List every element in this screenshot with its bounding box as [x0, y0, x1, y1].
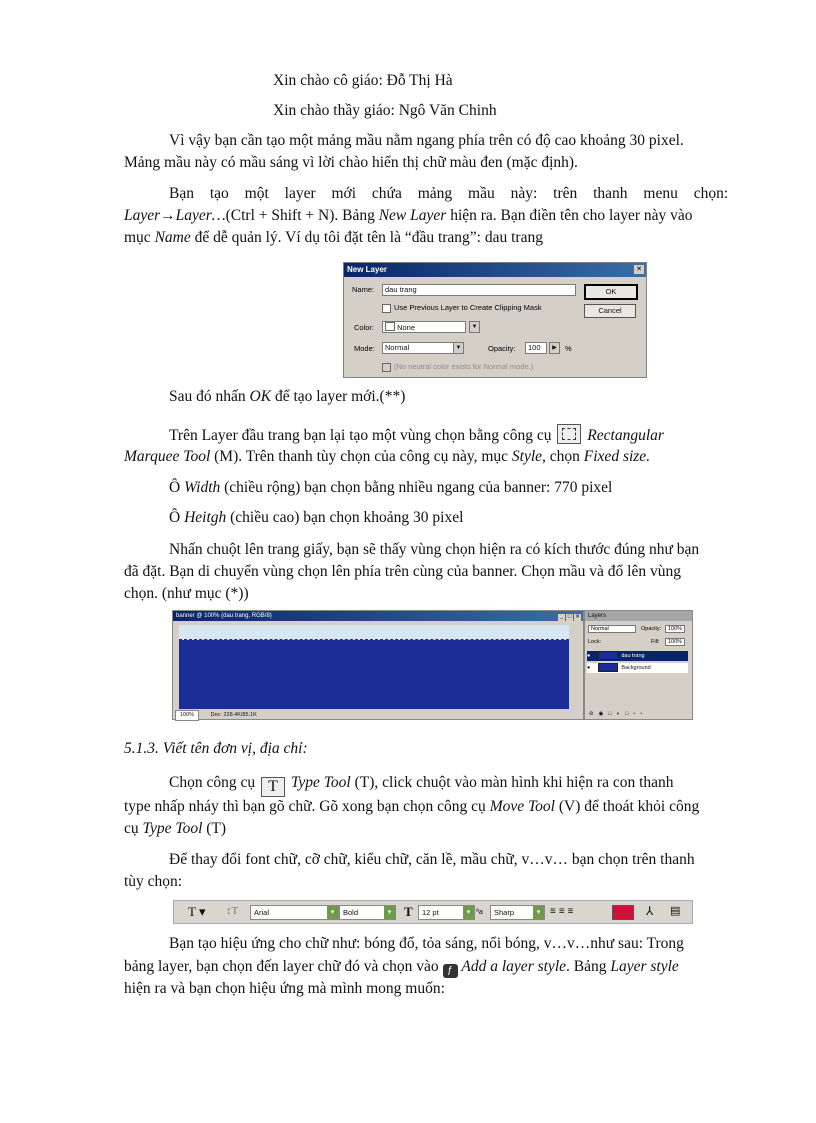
mode-label: Mode:	[354, 344, 375, 353]
name-field-ref: Name	[154, 229, 191, 246]
font-family-select[interactable]: Arial ▾	[250, 905, 339, 920]
blend-mode-select[interactable]: Normal	[588, 625, 636, 633]
status-bar	[173, 710, 583, 719]
lock-label: Lock:	[588, 639, 602, 645]
close-icon[interactable]: ✕	[634, 265, 644, 274]
chevron-down-icon[interactable]: ▾	[463, 906, 474, 919]
doc-size: Doc: 228.4K/85.1K	[210, 712, 257, 718]
font-size-select[interactable]: 12 pt ▾	[418, 905, 475, 920]
align-buttons[interactable]: ≡≡≡	[550, 906, 577, 917]
clipping-mask-checkbox[interactable]	[382, 304, 391, 313]
layer-actions-icons[interactable]: ⊘◉□◐□▫▫	[589, 711, 648, 717]
font-style-select[interactable]: Bold ▾	[339, 905, 396, 920]
maximize-icon[interactable]: □	[567, 614, 572, 620]
paragraph-9-line-2: tùy chọn:	[124, 873, 183, 890]
paragraph-8-line-3: cụ Type Tool (T)	[124, 820, 227, 837]
anti-alias-icon: ªa	[476, 907, 483, 916]
chevron-down-icon[interactable]: ▾	[327, 906, 338, 919]
paragraph-2-line-2: Layer→Layer…(Ctrl + Shift + N). Bảng New Layer hiện ra. Bạn điền tên cho layer này vào	[124, 207, 693, 224]
menu-path: Layer→Layer…	[124, 207, 226, 224]
paragraph-7-line-1: Nhấn chuột lên trang giấy, bạn sẽ thấy vùng chọn hiện ra có kích thước đúng như bạn	[169, 541, 700, 558]
window-controls	[557, 612, 581, 622]
font-size-icon: T	[404, 904, 413, 919]
layer-thumbnail	[598, 651, 618, 660]
paragraph-4-line-2: Marquee Tool (M). Trên thanh tùy chọn của công cụ này, mục Style, chọn Fixed size.	[124, 448, 651, 465]
banner-document-window	[172, 610, 584, 720]
name-label: Name:	[352, 285, 375, 294]
dialog-name: New Layer	[378, 207, 447, 224]
opacity-label: Opacity:	[488, 344, 516, 353]
type-tool-icon[interactable]: T ▾	[188, 904, 206, 919]
type-options-toolbar	[173, 900, 693, 924]
neutral-color-checkbox[interactable]	[382, 363, 391, 372]
paragraph-10-line-3: hiện ra và bạn chọn hiệu ứng mà mình mong muốn:	[124, 980, 445, 997]
layer-row[interactable]: ● dau trang	[587, 651, 688, 661]
paragraph-1-line-2: Mảng mầu này có mầu sáng vì lời chào hiển thị chữ màu đen (mặc định).	[124, 154, 578, 171]
layer-row[interactable]: ● Background	[587, 663, 688, 673]
paragraph-10-line-1: Bạn tạo hiệu ứng cho chữ như: bóng đổ, tỏa sáng, nổi bóng, v…v…như sau: Trong	[169, 935, 684, 952]
paragraph-3: Sau đó nhấn OK để tạo layer mới.(**)	[169, 388, 406, 405]
eye-icon[interactable]: ●	[587, 665, 591, 671]
new-layer-dialog	[343, 262, 647, 378]
fill-input[interactable]: 100%	[665, 638, 685, 646]
paragraph-7-line-2: đã đặt. Bạn di chuyển vùng chọn lên phía trên cùng của banner. Chọn mầu và đổ lên vùng	[124, 563, 681, 580]
close-icon[interactable]: ✕	[575, 614, 580, 620]
ok-button[interactable]: OK	[584, 284, 638, 300]
paragraph-2-line-3: mục Name để dễ quản lý. Ví dụ tôi đặt tên là “đầu trang”: dau trang	[124, 229, 543, 246]
greeting-teacher-2: Xin chào thầy giáo: Ngô Văn Chinh	[273, 102, 497, 119]
color-select[interactable]: None	[382, 321, 466, 333]
chevron-down-icon[interactable]: ▼	[453, 342, 464, 354]
paragraph-5: Ô Width (chiều rộng) bạn chọn bằng nhiều ngang của banner: 770 pixel	[169, 479, 613, 496]
chevron-down-icon[interactable]: ▾	[533, 906, 544, 919]
opacity-input[interactable]: 100%	[665, 625, 685, 633]
paragraph-1-line-1: Vì vậy bạn cần tạo một mảng mầu nằm ngang phía trên có độ cao khoảng 30 pixel.	[169, 132, 684, 149]
paragraph-2-line-1: Bạn tạo một layer mới chứa mảng mầu này: trên thanh menu chọn:	[169, 185, 729, 202]
chevron-down-icon[interactable]: ▾	[384, 906, 395, 919]
anti-alias-select[interactable]: Sharp ▾	[490, 905, 545, 920]
mode-select[interactable]: Normal	[382, 342, 454, 354]
orientation-icon[interactable]: ↕T	[226, 905, 239, 917]
header-selection	[179, 625, 569, 640]
paragraph-9-line-1: Để thay đổi font chữ, cỡ chữ, kiểu chữ, căn lề, mầu chữ, v…v… bạn chọn trên thanh	[169, 851, 695, 868]
chevron-right-icon[interactable]: ▶	[549, 342, 560, 354]
chevron-down-icon[interactable]: ▼	[469, 321, 480, 333]
paragraph-6: Ô Heitgh (chiều cao) bạn chọn khoảng 30 pixel	[169, 509, 464, 526]
layers-palette	[584, 610, 693, 720]
paragraph-8-line-2: type nhấp nháy thì bạn gõ chữ. Gõ xong bạn chọn công cụ Move Tool (V) để thoát khỏi công	[124, 798, 700, 815]
layers-tab[interactable]: Layers	[585, 611, 692, 621]
section-heading: 5.1.3. Viết tên đơn vị, địa chỉ:	[124, 740, 308, 757]
marquee-tool-icon	[557, 424, 581, 444]
paragraph-4-line-1: Trên Layer đầu trang bạn lại tạo một vùng chọn bằng công cụ Rectangular	[169, 424, 664, 446]
cancel-button[interactable]: Cancel	[584, 304, 636, 318]
opacity-label: Opacity:	[641, 626, 662, 632]
banner-titlebar: banner @ 100% (dau trang, RGB/8) _ □ ✕	[173, 611, 583, 621]
opacity-input[interactable]: 100	[525, 342, 547, 354]
eye-icon[interactable]: ●	[587, 653, 591, 659]
zoom-field[interactable]: 100%	[175, 710, 199, 721]
color-swatch	[385, 322, 395, 331]
banner-canvas[interactable]	[179, 625, 569, 709]
clipping-mask-label: Use Previous Layer to Create Clipping Mask	[394, 303, 542, 312]
layer-style-icon: ƒ	[443, 964, 458, 978]
minimize-icon[interactable]: _	[559, 614, 564, 620]
fill-label: Fill:	[651, 639, 660, 645]
paragraph-10-line-2: bảng layer, bạn chọn đến layer chữ đó và chọn vào ƒ Add a layer style. Bảng Layer style	[124, 958, 679, 976]
neutral-color-label: (No neutral color exists for Normal mode.)	[394, 362, 534, 371]
text-color-swatch[interactable]	[612, 905, 634, 920]
paragraph-8-line-1: Chọn công cụ T Type Tool (T), click chuột vào màn hình khi hiện ra con thanh	[169, 774, 674, 795]
palettes-icon[interactable]: ▤	[670, 905, 681, 917]
color-label: Color:	[354, 323, 375, 332]
greeting-teacher-1: Xin chào cô giáo: Đỗ Thị Hà	[273, 72, 453, 89]
paragraph-7-line-3: chọn. (như mục (*))	[124, 585, 249, 602]
type-tool-icon: T	[261, 777, 285, 797]
layer-thumbnail	[598, 663, 618, 672]
warp-text-icon[interactable]: ⅄	[646, 904, 654, 918]
opacity-unit: %	[565, 344, 572, 353]
dialog-titlebar: New Layer ✕	[344, 263, 646, 277]
name-input[interactable]: dau trang	[382, 284, 576, 296]
